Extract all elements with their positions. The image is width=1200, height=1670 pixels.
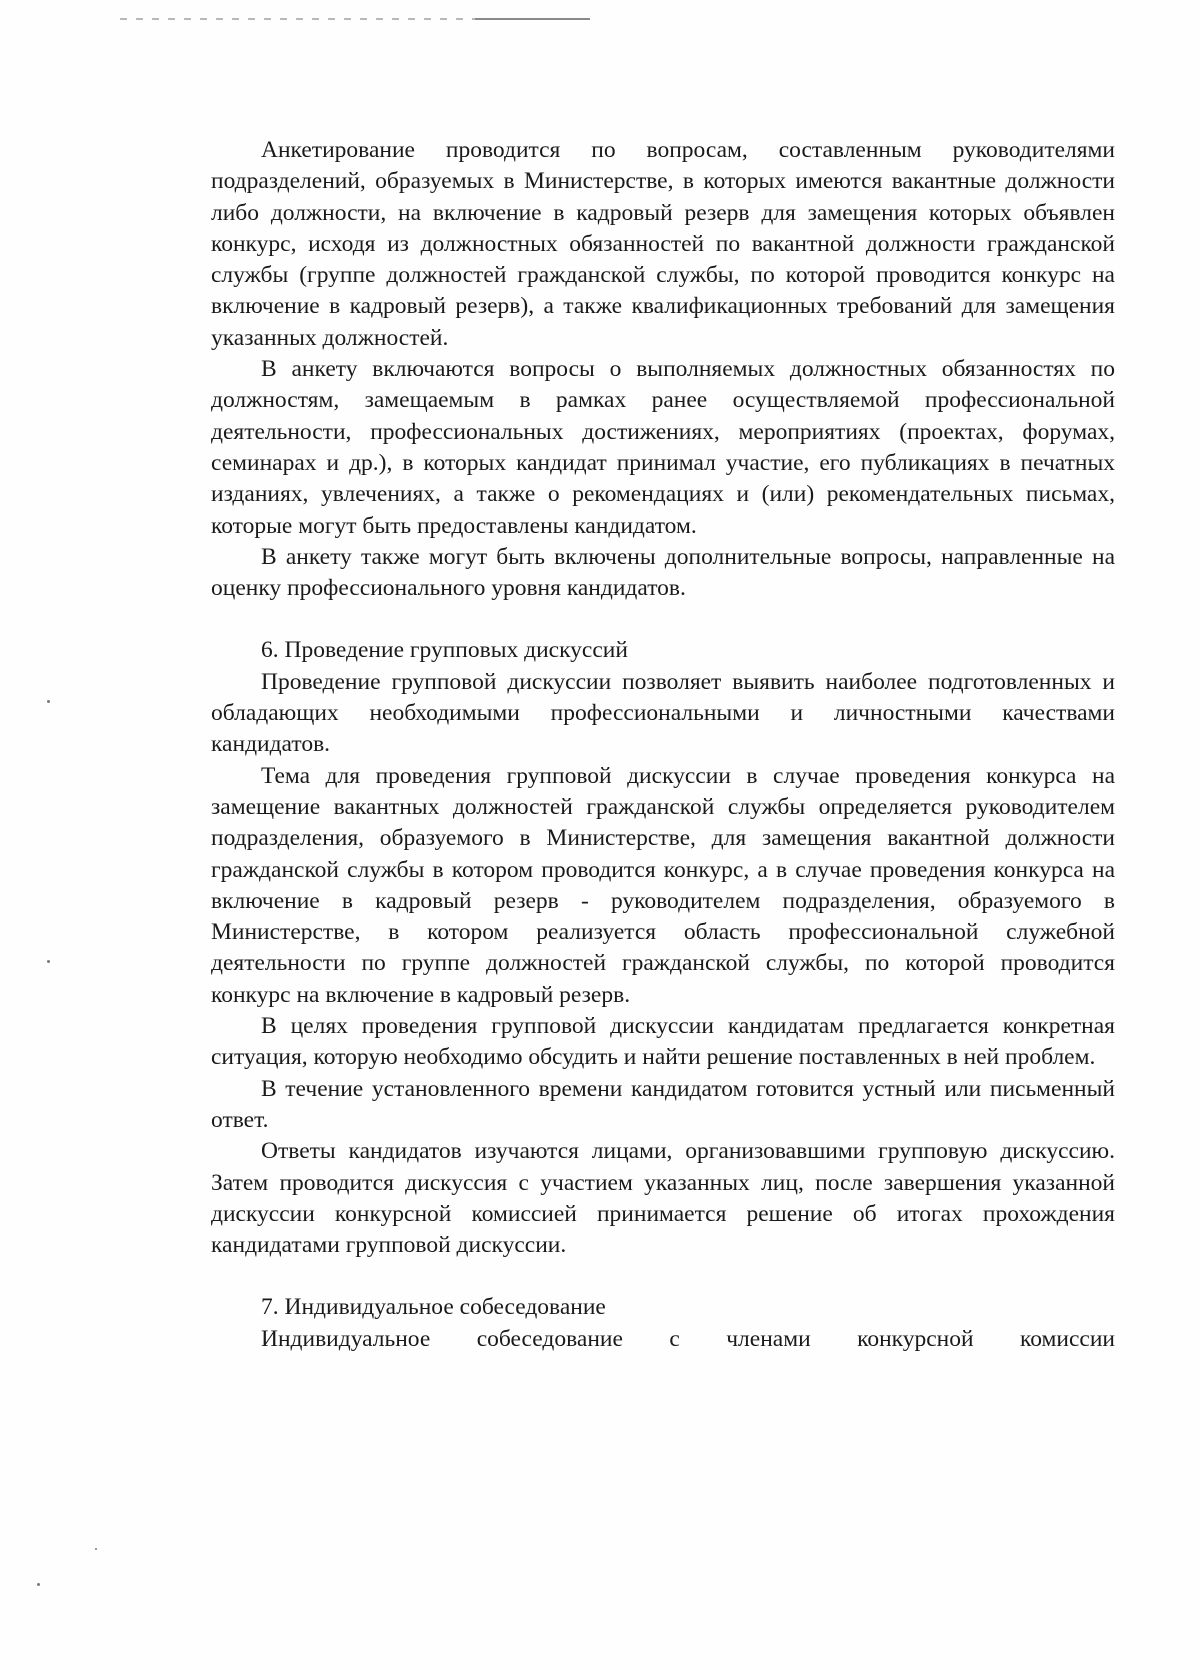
document-body: [211, 135, 1115, 1355]
scan-speck: [47, 960, 50, 963]
body-paragraph: Тема для проведения групповой дискуссии в случае проведения конкурса на замещение вакантных должностей гражданской службы определяется руководителем подразделения, образуемого в Министерстве, для замещения вакантной должности гражданской службы в котором проводится конкурс, а в случае проведения конкурса на включение в кадровый резерв - руководителем подразделения, образуемого в Министерстве, в котором реализуется область профессиональной служебной деятельности по группе должностей гражданской службы, по которой проводится конкурс на включение в кадровый резерв.: [211, 762, 1115, 1008]
body-paragraph: Ответы кандидатов изучаются лицами, организовавшими групповую дискуссию. Затем проводится дискуссия с участием указанных лиц, после завершения указанной дискуссии конкурсной комиссией принимается решение об итогах прохождения кандидатами групповой дискуссии.: [211, 1138, 1115, 1259]
scan-artifact-solid-rule: [475, 18, 590, 20]
scan-speck: [95, 1548, 97, 1550]
scan-speck: [37, 1583, 40, 1586]
scan-speck: [47, 700, 50, 703]
section-heading-7: 7. Индивидуальное собеседование: [261, 1294, 606, 1321]
body-paragraph: Анкетирование проводится по вопросам, составленным руководителями подразделений, образуемых в Министерстве, в которых имеются вакантные должности либо должности, на включение в кадровый резерв для замещения которых объявлен конкурс, исходя из должностных обязанностей по вакантной должности гражданской службы (группе должностей гражданской службы, по которой проводится конкурс на включение в кадровый резерв), а также квалификационных требований для замещения указанных должностей.: [211, 137, 1115, 351]
section-heading-6: 6. Проведение групповых дискуссий: [261, 637, 628, 664]
body-paragraph: Индивидуальное собеседование с членами конкурсной комиссии: [261, 1325, 1115, 1352]
body-paragraph: В течение установленного времени кандидатом готовится устный или письменный ответ.: [211, 1075, 1115, 1133]
body-paragraph: В анкету также могут быть включены дополнительные вопросы, направленные на оценку профессионального уровня кандидатов.: [211, 543, 1115, 602]
body-paragraph: Проведение групповой дискуссии позволяет выявить наиболее подготовленных и обладающих необходимыми профессиональными и личностными качествами кандидатов.: [211, 668, 1115, 758]
body-paragraph: В анкету включаются вопросы о выполняемых должностных обязанностях по должностям, замещаемым в рамках ранее осуществляемой профессиональной деятельности, профессиональных достижениях, мероприятиях (проектах, форумах, семинарах и др.), в которых кандидат принимал участие, его публикациях в печатных изданиях, увлечениях, а также о рекомендациях и (или) рекомендательных письмах, которые могут быть предоставлены кандидатом.: [211, 356, 1115, 539]
body-paragraph: В целях проведения групповой дискуссии кандидатам предлагается конкретная ситуация, которую необходимо обсудить и найти решение поставленных в ней проблем.: [211, 1013, 1115, 1071]
